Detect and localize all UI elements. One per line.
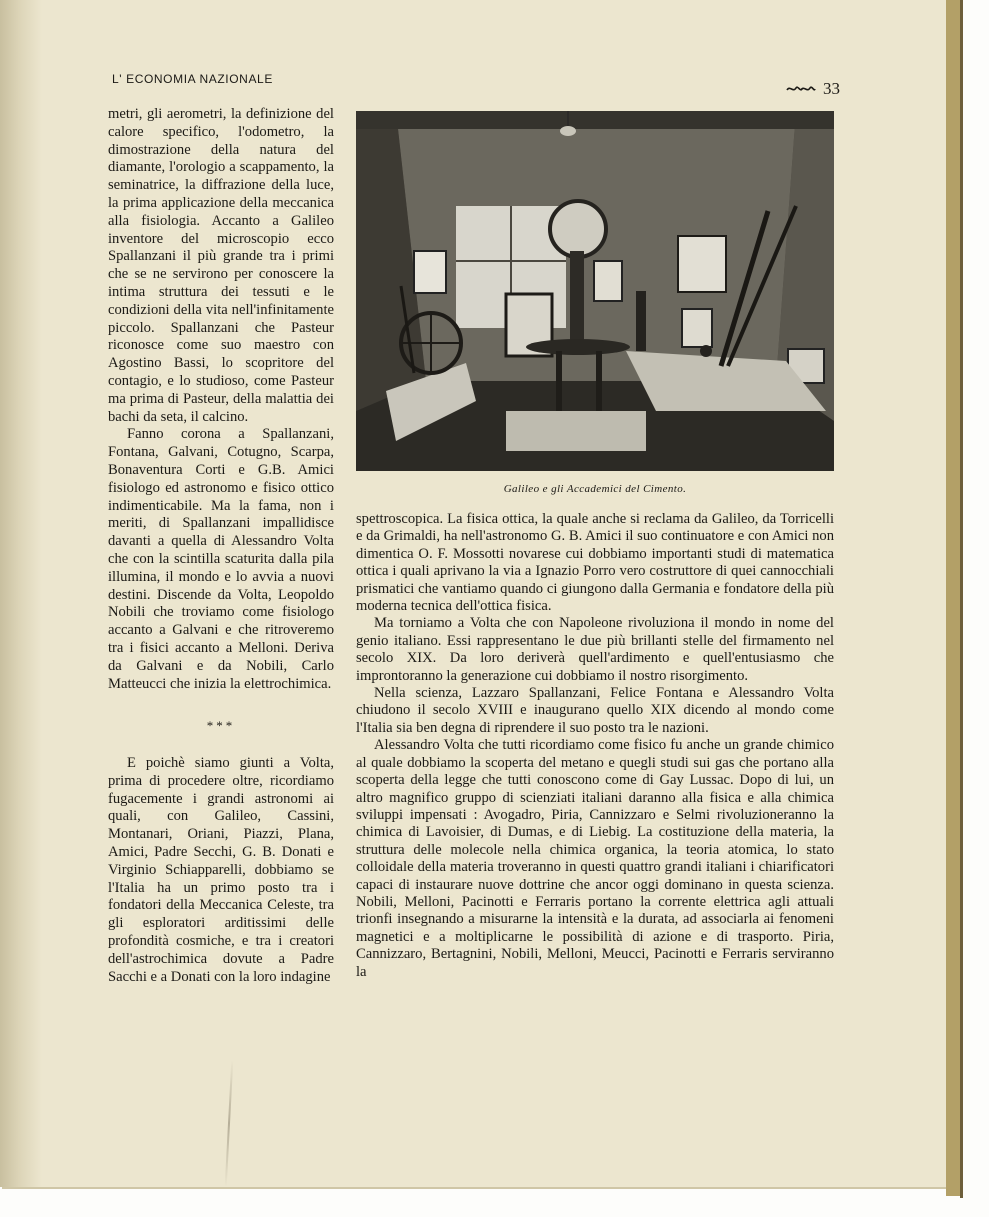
right-paragraph-3: Nella scienza, Lazzaro Spallanzani, Felice Fontana e Alessandro Volta chiudono il secolo XVIII e inaugurano quello XIX dicendo al mondo come l'Italia sia ben degna di riprendere il suo posto tra le nazioni. <box>356 685 834 736</box>
page-number: 33 <box>823 79 840 98</box>
left-column <box>108 106 334 986</box>
section-separator: *** <box>206 718 236 734</box>
ornament-icon <box>786 79 816 99</box>
binding-gutter <box>0 0 42 1187</box>
right-paragraph-2: Ma torniamo a Volta che con Napoleone rivoluziona il mondo in nome del genio italiano. Essi rappresentano le due più brillanti stelle del firmamento nel secolo XIX. Da loro deriverà quell'ardimento e quell'entusiasmo che improntoranno la generazione cui dobbiamo il nostro risorgimento. <box>356 615 834 684</box>
page-edge-shadow <box>960 0 963 1198</box>
right-column <box>356 511 834 981</box>
left-paragraph-1: metri, gli aerometri, la definizione del calore specifico, l'odometro, la dimostrazione della natura del diamante, l'orologio a scappamento, la seminatrice, la diffrazione della luce, la prima applicazione della meccanica alla fisiologia. Accanto a Galileo inventore del microscopio ecco Spallanzani il più grande tra i primi che se ne servirono per conoscere la intima struttura dei tessuti e le condizioni della vita nell'infinitamente piccolo. Spallanzani che Pasteur riconosce come suo maestro con Agostino Bassi, lo scopritore del contagio, e lo studioso, come Pasteur ma prima di Pasteur, della malattia dei bachi da seta, il calcino. <box>108 106 334 425</box>
figure-caption: Galileo e gli Accademici del Cimento. <box>503 483 687 495</box>
page-edge <box>946 0 960 1196</box>
right-paragraph-4: Alessandro Volta che tutti ricordiamo come fisico fu anche un grande chimico al quale dobbiamo la scoperta del metano e quegli studi sui gas che portano alla scoperta della legge che tutti conoscono come di Gay Lussac. Dopo di lui, un altro magnifico gruppo di scienziati italiani daranno alla fisica e alla chimica sviluppi impensati : Avogadro, Piria, Cannizzaro e Selmi rivoluzioneranno la chimica di Lavoisier, di Dumas, e di Liebig. La costituzione della materia, la struttura delle molecole nella chimica organica, la teoria atomica, lo stato colloidale della materia troveranno in questi quattro grandi italiani i chiarificatori capaci di instaurare nuove dottrine che ancor oggi dominano in questa scienza. Nobili, Melloni, Pacinotti e Ferraris portano la corrente elettrica agli attuali trionfi insegnando a misurarne la intensità e la durata, ad associarla ai fenomeni magnetici e a moltiplicarne le possibilità di azione e di trasporto. Piria, Cannizzaro, Bertagnini, Nobili, Melloni, Meucci, Pacinotti e Ferraris serviranno la <box>356 737 834 980</box>
running-header: L' ECONOMIA NAZIONALE <box>112 72 273 86</box>
page-number-block <box>786 79 840 99</box>
right-paragraph-1: spettroscopica. La fisica ottica, la quale anche si reclama da Galileo, da Torricelli e da Grimaldi, ha nell'astronomo G. B. Amici il suo continuatore e con Amici non dimentica O. F. Mossotti novarese cui dobbiamo importanti studi di matematica ottica i quali aprivano la via a Ignazio Porro vero costruttore di quei cannocchiali prismatici che vantiamo quando ci giungono dalla Germania e fondatore della più moderna tecnica dell'ottica fisica. <box>356 511 834 615</box>
museum-photograph <box>356 111 834 471</box>
left-paragraph-3: E poichè siamo giunti a Volta, prima di procedere oltre, ricordiamo fugacemente i grandi astronomi ai quali, con Galileo, Cassini, Montanari, Oriani, Piazzi, Plana, Amici, Padre Secchi, G. B. Donati e Virginio Schiapparelli, dobbiamo se l'Italia ha un primo posto tra i fondatori della Meccanica Celeste, tra gli esploratori arditissimi delle profondità cosmiche, e tra i creatori dell'astrochimica dovute a Padre Sacchi e a Donati con la loro indagine <box>108 755 334 985</box>
left-paragraph-2: Fanno corona a Spallanzani, Fontana, Galvani, Cotugno, Scarpa, Bonaventura Corti e G.B. Amici fisiologo ed astronomo e fisico ottico indimenticabile. Ma la fama, non i meriti, di Spallanzani impallidisce davanti a quella di Alessandro Volta che con la scintilla scaturita dalla pila illumina, il mondo e lo avvia a nuovi destini. Discende da Volta, Leopoldo Nobili che troviamo come fisiologo accanto a Galvani e che ritroveremo tra i fisici accanto a Melloni. Deriva da Galvani e da Nobili, Carlo Matteucci che inizia la elettrochimica. <box>108 426 334 692</box>
